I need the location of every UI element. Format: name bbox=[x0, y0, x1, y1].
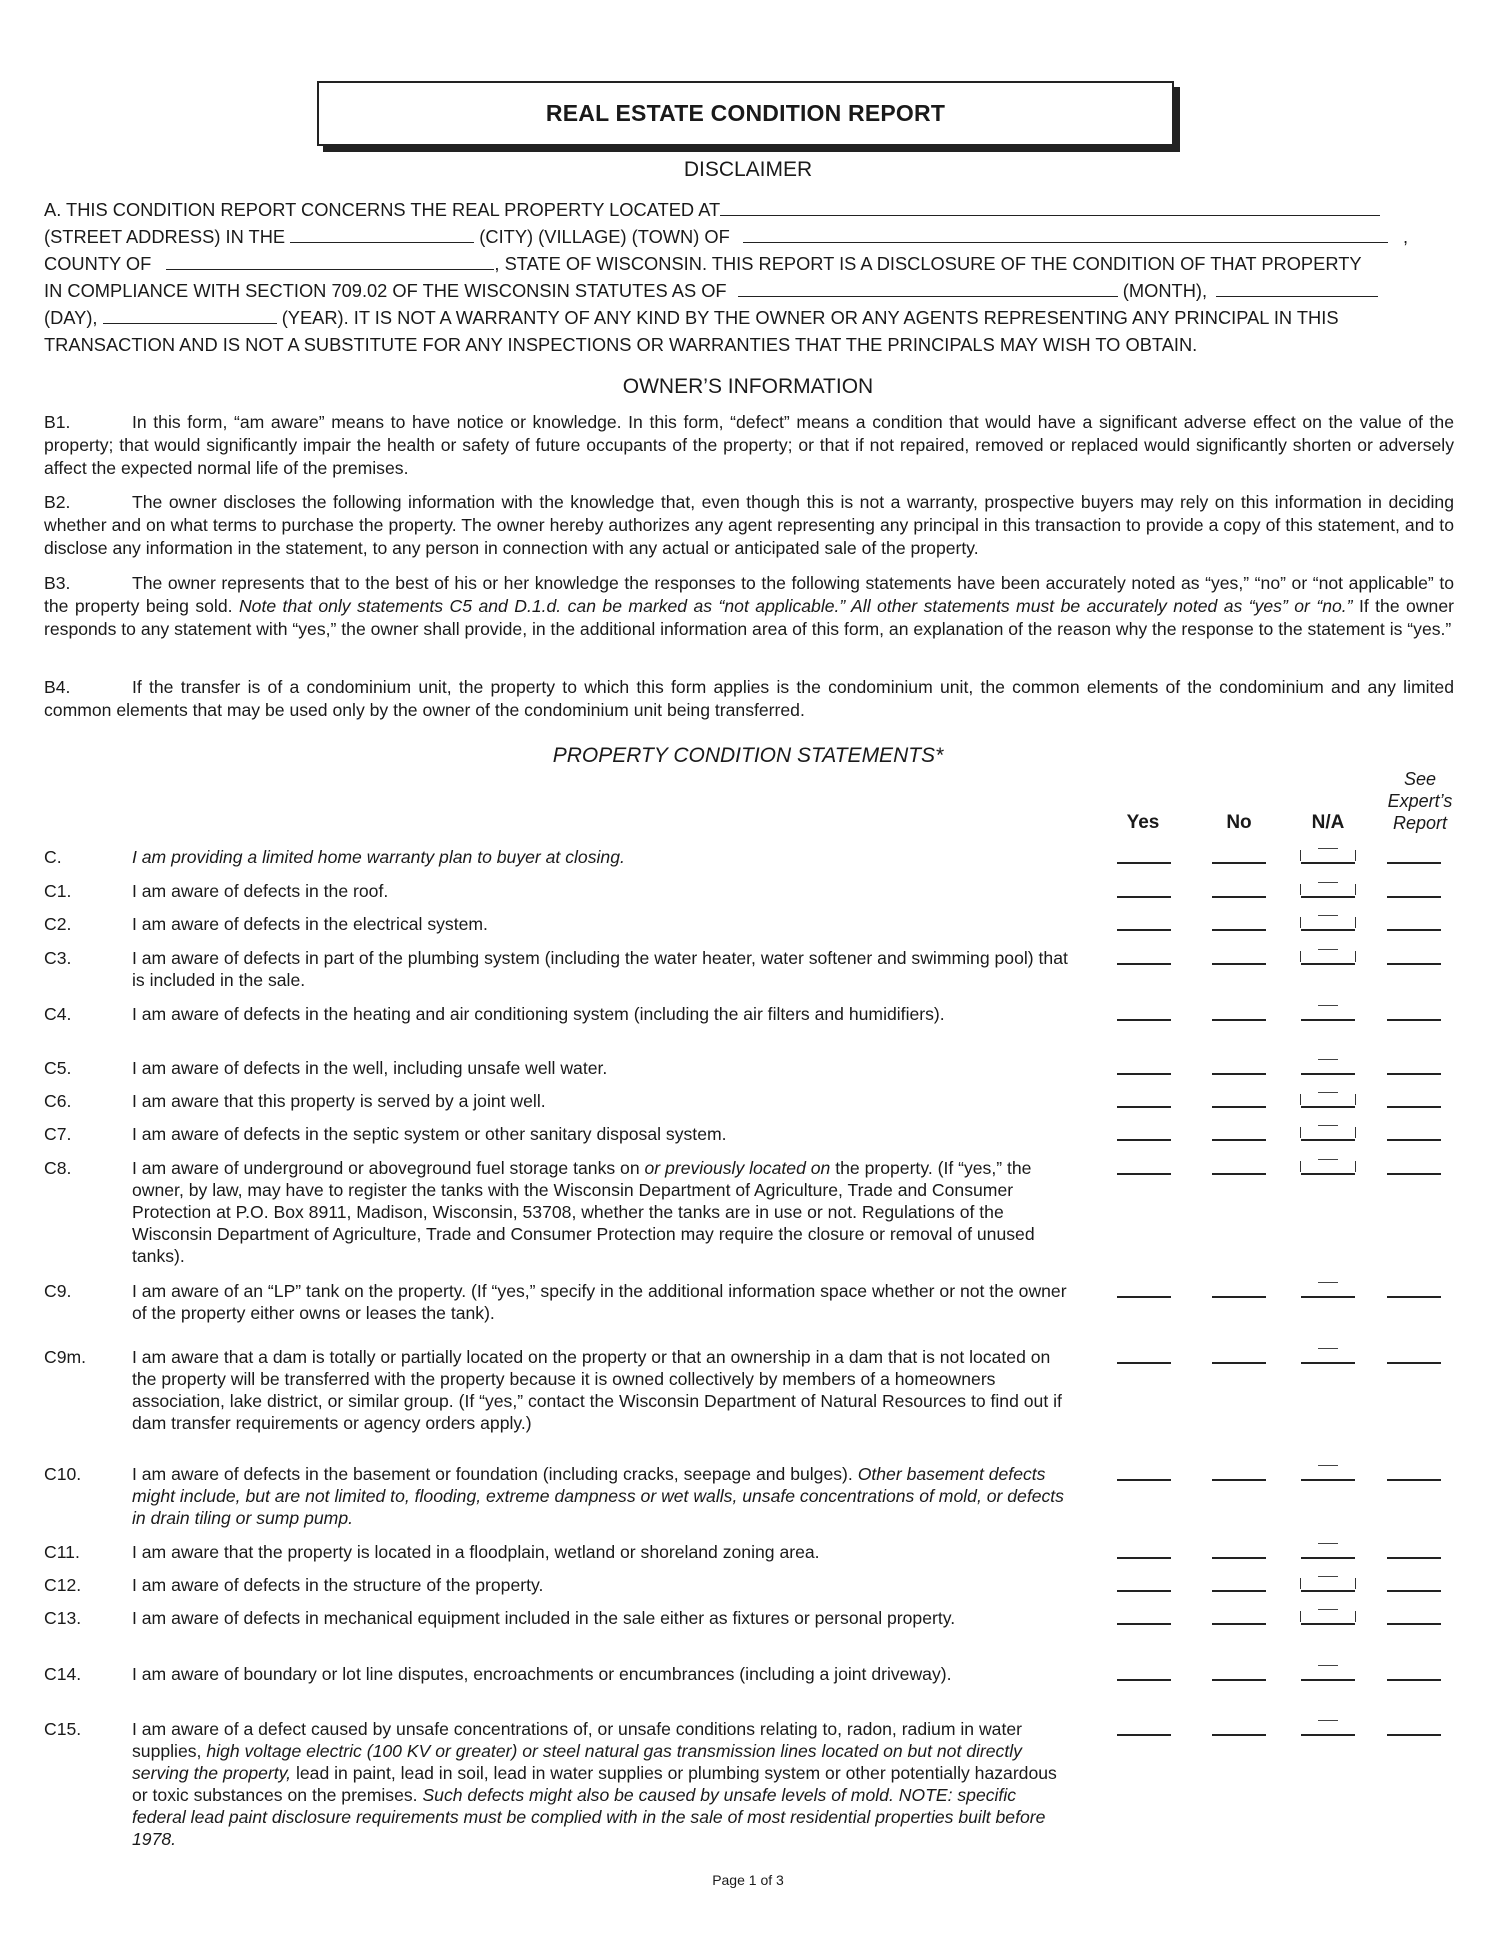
na-dash-mark bbox=[1318, 915, 1338, 916]
na-tick-mark bbox=[1300, 1161, 1301, 1172]
statement-code: C13. bbox=[44, 1608, 82, 1628]
statement-code: C8. bbox=[44, 1158, 72, 1178]
title-box bbox=[317, 81, 1174, 146]
city-field[interactable] bbox=[290, 224, 474, 243]
na-dash-mark bbox=[1318, 1282, 1338, 1283]
statement-text: I am aware of defects in the roof. bbox=[132, 881, 389, 901]
answer-expert-blank[interactable] bbox=[1387, 1106, 1441, 1108]
page-number: Page 1 of 3 bbox=[712, 1872, 784, 1888]
answer-na-blank[interactable] bbox=[1301, 1106, 1355, 1108]
answer-na-blank[interactable] bbox=[1301, 1557, 1355, 1559]
answer-yes-blank[interactable] bbox=[1117, 1734, 1171, 1736]
statement-text: I am providing a limited home warranty plan to buyer at closing. bbox=[132, 847, 625, 867]
section-b1: B1. In this form, “am aware” means to have notice or knowledge. In this form, “defect” means a condition that would have a significant adverse effect on the value of the property; that would significantly impair the health or safety of future occupants of the property; or that if not repaired, removed or replaced would significantly shorten or adversely affect the expected normal life of the premises. bbox=[44, 412, 1454, 478]
answer-expert-blank[interactable] bbox=[1387, 862, 1441, 864]
na-tick-mark bbox=[1355, 1127, 1356, 1138]
statement-code: C. bbox=[44, 847, 62, 867]
statement-text: I am aware of defects in the electrical system. bbox=[132, 914, 488, 934]
statement-text: I am aware of defects in mechanical equipment included in the sale either as fixtures or personal property. bbox=[132, 1608, 956, 1628]
statement-code: C10. bbox=[44, 1464, 82, 1484]
answer-expert-blank[interactable] bbox=[1387, 929, 1441, 931]
answer-yes-blank[interactable] bbox=[1117, 1139, 1171, 1141]
statement-code: C1. bbox=[44, 881, 72, 901]
disclaimer-line-4: IN COMPLIANCE WITH SECTION 709.02 OF THE WISCONSIN STATUTES AS OF (MONTH), bbox=[44, 277, 1454, 304]
answer-yes-blank[interactable] bbox=[1117, 1296, 1171, 1298]
column-no: No bbox=[1226, 812, 1252, 833]
na-dash-mark bbox=[1318, 1092, 1338, 1093]
na-dash-mark bbox=[1318, 1720, 1338, 1721]
day-year-field[interactable] bbox=[1216, 278, 1378, 297]
na-dash-mark bbox=[1318, 1159, 1338, 1160]
disclaimer-line-5: (DAY), (YEAR). IT IS NOT A WARRANTY OF ANY KIND BY THE OWNER OR ANY AGENTS REPRESENTING ANY PRINCIPAL IN THIS bbox=[44, 307, 1339, 328]
na-tick-mark bbox=[1300, 1578, 1301, 1589]
answer-yes-blank[interactable] bbox=[1117, 1479, 1171, 1481]
street-address-field[interactable] bbox=[720, 197, 1380, 216]
na-tick-mark bbox=[1300, 1611, 1301, 1622]
statement-text: I am aware of boundary or lot line disputes, encroachments or encumbrances (including a joint driveway). bbox=[132, 1664, 952, 1684]
answer-yes-blank[interactable] bbox=[1117, 1173, 1171, 1175]
answer-no-blank[interactable] bbox=[1212, 1296, 1266, 1298]
statement-code: C2. bbox=[44, 914, 72, 934]
na-tick-mark bbox=[1355, 1161, 1356, 1172]
answer-yes-blank[interactable] bbox=[1117, 1073, 1171, 1075]
answer-expert-blank[interactable] bbox=[1387, 1139, 1441, 1141]
answer-na-blank[interactable] bbox=[1301, 1362, 1355, 1364]
na-tick-mark bbox=[1355, 917, 1356, 928]
answer-na-blank[interactable] bbox=[1301, 1623, 1355, 1625]
disclaimer-line-2: (STREET ADDRESS) IN THE (CITY) (VILLAGE) (TOWN) OF , bbox=[44, 226, 1409, 247]
answer-no-blank[interactable] bbox=[1212, 1557, 1266, 1559]
na-tick-mark bbox=[1355, 1611, 1356, 1622]
answer-yes-blank[interactable] bbox=[1117, 963, 1171, 965]
county-field[interactable] bbox=[166, 251, 494, 270]
na-dash-mark bbox=[1318, 1005, 1338, 1006]
statement-text: I am aware that a dam is totally or partially located on the property or that an ownership in a dam that is not located on the property will be transferred with the property because it is owned collectively by members of a homeowners association, lake district, or similar group. (If “yes,” contact the Wisconsin Department of Natural Resources to find out if dam transfer requirements or agency orders apply.) bbox=[132, 1347, 1062, 1433]
answer-na-blank[interactable] bbox=[1301, 1679, 1355, 1681]
answer-no-blank[interactable] bbox=[1212, 896, 1266, 898]
answer-no-blank[interactable] bbox=[1212, 1479, 1266, 1481]
answer-na-blank[interactable] bbox=[1301, 1479, 1355, 1481]
na-tick-mark bbox=[1355, 1094, 1356, 1105]
statement-code: C9. bbox=[44, 1281, 72, 1301]
column-expert-report: See Expert’s Report bbox=[1387, 769, 1453, 833]
answer-yes-blank[interactable] bbox=[1117, 1362, 1171, 1364]
na-tick-mark bbox=[1300, 951, 1301, 962]
statement-text: I am aware of defects in the basement or foundation (including cracks, seepage and bulges). Other basement defects might include, but are not limited to, flooding, extreme dampness or wet walls, unsafe concentrations of mold, or defects in drain tiling or sump pump. bbox=[132, 1464, 1064, 1528]
statement-code: C3. bbox=[44, 948, 72, 968]
statement-code: C5. bbox=[44, 1058, 72, 1078]
page-title: REAL ESTATE CONDITION REPORT bbox=[545, 100, 946, 126]
statement-text: I am aware of defects in part of the plumbing system (including the water heater, water softener and swimming pool) that is included in the sale. bbox=[132, 948, 1068, 990]
answer-yes-blank[interactable] bbox=[1117, 1679, 1171, 1681]
municipality-field[interactable] bbox=[743, 224, 1388, 243]
answer-na-blank[interactable] bbox=[1301, 1019, 1355, 1021]
na-tick-mark bbox=[1300, 1127, 1301, 1138]
na-dash-mark bbox=[1318, 1465, 1338, 1466]
statement-text: I am aware of an “LP” tank on the property. (If “yes,” specify in the additional information space whether or not the owner of the property either owns or leases the tank). bbox=[132, 1281, 1067, 1323]
disclaimer-heading: DISCLAIMER bbox=[683, 158, 813, 181]
year-field[interactable] bbox=[103, 305, 277, 324]
disclaimer-paragraph bbox=[44, 196, 1454, 358]
na-tick-mark bbox=[1300, 917, 1301, 928]
answer-no-blank[interactable] bbox=[1212, 862, 1266, 864]
answer-no-blank[interactable] bbox=[1212, 1106, 1266, 1108]
na-tick-mark bbox=[1355, 1578, 1356, 1589]
answer-expert-blank[interactable] bbox=[1387, 1623, 1441, 1625]
na-dash-mark bbox=[1318, 1059, 1338, 1060]
answer-no-blank[interactable] bbox=[1212, 1590, 1266, 1592]
na-tick-mark bbox=[1300, 884, 1301, 895]
statement-code: C6. bbox=[44, 1091, 72, 1111]
property-statements-heading: PROPERTY CONDITION STATEMENTS* bbox=[552, 744, 944, 767]
answer-yes-blank[interactable] bbox=[1117, 1623, 1171, 1625]
statement-text: I am aware that this property is served by a joint well. bbox=[132, 1091, 546, 1111]
answer-no-blank[interactable] bbox=[1212, 1139, 1266, 1141]
answer-no-blank[interactable] bbox=[1212, 1623, 1266, 1625]
answer-na-blank[interactable] bbox=[1301, 896, 1355, 898]
answer-na-blank[interactable] bbox=[1301, 1296, 1355, 1298]
statement-text: I am aware of a defect caused by unsafe concentrations of, or unsafe conditions relating to, radon, radium in water supplies, high voltage electric (100 KV or greater) or steel natural gas transmission lines located on but not directly serving the property, lead in paint, lead in soil, lead in water supplies or plumbing system or other potentially hazardous or toxic substances on the premises. Such defects might also be caused by unsafe levels of mold. NOTE: specific federal lead paint disclosure requirements must be complied with in the sale of most residential properties built before 1978. bbox=[132, 1719, 1057, 1849]
na-tick-mark bbox=[1300, 1094, 1301, 1105]
na-dash-mark bbox=[1318, 1348, 1338, 1349]
na-dash-mark bbox=[1318, 1125, 1338, 1126]
answer-no-blank[interactable] bbox=[1212, 963, 1266, 965]
statement-text: I am aware that the property is located in a floodplain, wetland or shoreland zoning area. bbox=[132, 1542, 820, 1562]
answer-na-blank[interactable] bbox=[1301, 1734, 1355, 1736]
na-dash-mark bbox=[1318, 1543, 1338, 1544]
statement-text: I am aware of defects in the septic system or other sanitary disposal system. bbox=[132, 1124, 727, 1144]
na-tick-mark bbox=[1355, 951, 1356, 962]
answer-yes-blank[interactable] bbox=[1117, 1106, 1171, 1108]
na-dash-mark bbox=[1318, 848, 1338, 849]
answer-expert-blank[interactable] bbox=[1387, 1557, 1441, 1559]
statement-code: C12. bbox=[44, 1575, 82, 1595]
month-field[interactable] bbox=[738, 278, 1118, 297]
answer-expert-blank[interactable] bbox=[1387, 1734, 1441, 1736]
statement-code: C14. bbox=[44, 1664, 82, 1684]
answer-yes-blank[interactable] bbox=[1117, 1019, 1171, 1021]
answer-yes-blank[interactable] bbox=[1117, 1590, 1171, 1592]
disclaimer-line-3: COUNTY OF , STATE OF WISCONSIN. THIS REPORT IS A DISCLOSURE OF THE CONDITION OF THAT PROPERTY bbox=[44, 253, 1362, 274]
na-tick-mark bbox=[1355, 850, 1356, 861]
answer-expert-blank[interactable] bbox=[1387, 1019, 1441, 1021]
answer-na-blank[interactable] bbox=[1301, 1139, 1355, 1141]
statement-text: I am aware of underground or aboveground fuel storage tanks on or previously located on the property. (If “yes,” the owner, by law, may have to register the tanks with the Wisconsin Department of Agriculture, Trade and Consumer Protection at P.O. Box 8911, Madison, Wisconsin, 53708, whether the tanks are in use or not. Regulations of the Wisconsin Department of Agriculture, Trade and Consumer Protection may require the closure or removal of unused tanks). bbox=[132, 1158, 1035, 1266]
answer-expert-blank[interactable] bbox=[1387, 1296, 1441, 1298]
answer-expert-blank[interactable] bbox=[1387, 1479, 1441, 1481]
answer-no-blank[interactable] bbox=[1212, 1362, 1266, 1364]
column-na: N/A bbox=[1311, 812, 1345, 833]
answer-yes-blank[interactable] bbox=[1117, 929, 1171, 931]
na-dash-mark bbox=[1318, 1665, 1338, 1666]
owner-info-heading: OWNER’S INFORMATION bbox=[622, 375, 874, 398]
statement-code: C7. bbox=[44, 1124, 72, 1144]
statement-code: C15. bbox=[44, 1719, 82, 1739]
statement-text: I am aware of defects in the well, including unsafe well water. bbox=[132, 1058, 608, 1078]
answer-expert-blank[interactable] bbox=[1387, 963, 1441, 965]
disclaimer-line-6: TRANSACTION AND IS NOT A SUBSTITUTE FOR ANY INSPECTIONS OR WARRANTIES THAT THE PRINCIPALS MAY WISH TO OBTAIN. bbox=[44, 334, 1198, 355]
answer-na-blank[interactable] bbox=[1301, 1073, 1355, 1075]
statement-text: I am aware of defects in the heating and air conditioning system (including the air filters and humidifiers). bbox=[132, 1004, 945, 1024]
section-b3: B3. The owner represents that to the best of his or her knowledge the responses to the following statements have been accurately noted as “yes,” “no” or “not applicable” to the property being sold. Note that only statements C5 and D.1.d. can be marked as “not applicable.” All other statements must be accurately noted as “yes” or “no.” If the owner responds to any statement with “yes,” the owner shall provide, in the additional information area of this form, an explanation of the reason why the response to the statement is “yes.” bbox=[44, 573, 1454, 639]
na-tick-mark bbox=[1355, 884, 1356, 895]
answer-na-blank[interactable] bbox=[1301, 929, 1355, 931]
statement-code: C9m. bbox=[44, 1347, 87, 1367]
na-dash-mark bbox=[1318, 1576, 1338, 1577]
answer-expert-blank[interactable] bbox=[1387, 1362, 1441, 1364]
answer-expert-blank[interactable] bbox=[1387, 1590, 1441, 1592]
answer-no-blank[interactable] bbox=[1212, 1679, 1266, 1681]
answer-yes-blank[interactable] bbox=[1117, 896, 1171, 898]
answer-expert-blank[interactable] bbox=[1387, 1173, 1441, 1175]
answer-no-blank[interactable] bbox=[1212, 1019, 1266, 1021]
answer-no-blank[interactable] bbox=[1212, 1173, 1266, 1175]
answer-expert-blank[interactable] bbox=[1387, 1073, 1441, 1075]
answer-expert-blank[interactable] bbox=[1387, 896, 1441, 898]
answer-no-blank[interactable] bbox=[1212, 929, 1266, 931]
na-dash-mark bbox=[1318, 949, 1338, 950]
answer-na-blank[interactable] bbox=[1301, 963, 1355, 965]
disclaimer-line-1: A. THIS CONDITION REPORT CONCERNS THE REAL PROPERTY LOCATED AT bbox=[44, 196, 1454, 223]
na-dash-mark bbox=[1318, 1609, 1338, 1610]
section-b4: B4. If the transfer is of a condominium unit, the property to which this form applies is the condominium unit, the common elements of the condominium and any limited common elements that may be used only by the owner of the condominium unit being transferred. bbox=[44, 677, 1454, 720]
answer-na-blank[interactable] bbox=[1301, 862, 1355, 864]
na-dash-mark bbox=[1318, 882, 1338, 883]
answer-no-blank[interactable] bbox=[1212, 1073, 1266, 1075]
answer-no-blank[interactable] bbox=[1212, 1734, 1266, 1736]
answer-na-blank[interactable] bbox=[1301, 1173, 1355, 1175]
statement-text: I am aware of defects in the structure of the property. bbox=[132, 1575, 544, 1595]
statement-code: C11. bbox=[44, 1542, 80, 1562]
answer-na-blank[interactable] bbox=[1301, 1590, 1355, 1592]
na-tick-mark bbox=[1300, 850, 1301, 861]
statement-code: C4. bbox=[44, 1004, 72, 1024]
answer-yes-blank[interactable] bbox=[1117, 862, 1171, 864]
answer-yes-blank[interactable] bbox=[1117, 1557, 1171, 1559]
section-b2: B2. The owner discloses the following information with the knowledge that, even though this is not a warranty, prospective buyers may rely on this information in deciding whether and on what terms to purchase the property. The owner hereby authorizes any agent representing any principal in this transaction to provide a copy of this statement, and to disclose any information in the statement, to any person in connection with any actual or anticipated sale of the property. bbox=[44, 492, 1454, 558]
answer-expert-blank[interactable] bbox=[1387, 1679, 1441, 1681]
column-yes: Yes bbox=[1126, 812, 1160, 833]
